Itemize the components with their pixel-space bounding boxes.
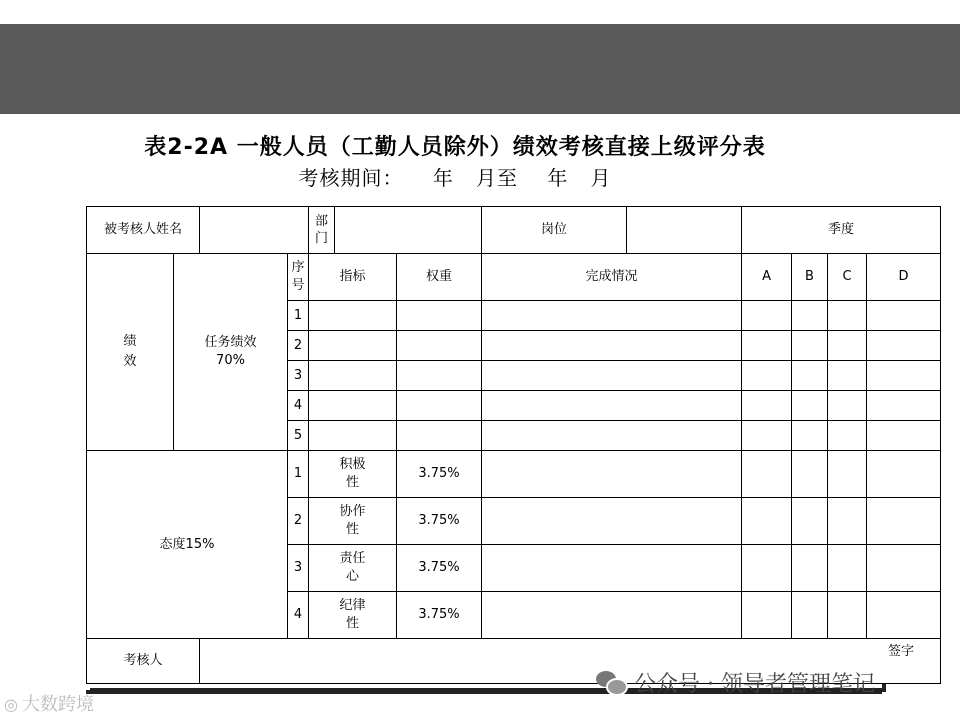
task-grade-d-cell[interactable] — [867, 361, 941, 391]
table-row — [87, 451, 941, 498]
task-grade-d-cell[interactable] — [867, 301, 941, 331]
grade-b-header: B — [792, 254, 828, 301]
attitude-grade-c-cell[interactable] — [828, 498, 867, 545]
top-banner — [0, 24, 960, 114]
task-seq: 1 — [288, 301, 309, 331]
attitude-grade-c-cell[interactable] — [828, 451, 867, 498]
document-title: 表2-2A 一般人员（工勤人员除外）绩效考核直接上级评分表 — [144, 135, 766, 160]
task-grade-b-cell[interactable] — [792, 421, 828, 451]
task-completion-cell[interactable] — [482, 331, 742, 361]
task-grade-d-cell[interactable] — [867, 391, 941, 421]
grade-c-header: C — [828, 254, 867, 301]
evaluation-table-container — [86, 206, 915, 688]
attitude-indicator-text: 积极性 — [339, 457, 366, 490]
task-weight-cell[interactable] — [397, 391, 482, 421]
attitude-grade-d-cell[interactable] — [867, 545, 941, 592]
attitude-completion-cell[interactable] — [482, 592, 742, 639]
attitude-grade-d-cell[interactable] — [867, 592, 941, 639]
task-indicator-cell[interactable] — [309, 361, 397, 391]
attitude-label: 态度15% — [87, 451, 288, 639]
task-seq: 5 — [288, 421, 309, 451]
task-grade-c-cell[interactable] — [828, 391, 867, 421]
weight-header: 权重 — [397, 254, 482, 301]
attitude-grade-a-cell[interactable] — [742, 498, 792, 545]
task-completion-cell[interactable] — [482, 421, 742, 451]
perf-label — [87, 254, 174, 451]
watermark-logo-icon: ◎ — [4, 695, 18, 714]
table-row — [87, 254, 941, 301]
task-label — [174, 254, 288, 451]
watermark-left — [4, 690, 94, 716]
attitude-weight: 3.75% — [397, 592, 482, 639]
task-indicator-cell[interactable] — [309, 301, 397, 331]
task-label-text: 任务绩效70% — [204, 335, 257, 368]
watermark-right — [596, 664, 875, 700]
completion-header: 完成情况 — [482, 254, 742, 301]
name-label: 被考核人姓名 — [87, 207, 200, 254]
quarter-label: 季度 — [742, 207, 941, 254]
attitude-grade-b-cell[interactable] — [792, 592, 828, 639]
attitude-grade-b-cell[interactable] — [792, 545, 828, 592]
perf-label-text: 绩效 — [123, 334, 137, 369]
attitude-seq: 3 — [288, 545, 309, 592]
task-completion-cell[interactable] — [482, 361, 742, 391]
task-seq: 3 — [288, 361, 309, 391]
sign-label: 签字 — [888, 644, 915, 659]
attitude-indicator-text: 责任心 — [339, 551, 366, 584]
attitude-weight: 3.75% — [397, 498, 482, 545]
task-grade-b-cell[interactable] — [792, 391, 828, 421]
task-grade-b-cell[interactable] — [792, 361, 828, 391]
attitude-weight: 3.75% — [397, 451, 482, 498]
task-weight-cell[interactable] — [397, 331, 482, 361]
task-seq: 4 — [288, 391, 309, 421]
task-weight-cell[interactable] — [397, 301, 482, 331]
attitude-indicator-text: 纪律性 — [339, 598, 366, 631]
task-grade-a-cell[interactable] — [742, 301, 792, 331]
task-grade-b-cell[interactable] — [792, 301, 828, 331]
task-grade-a-cell[interactable] — [742, 391, 792, 421]
dept-value[interactable] — [335, 207, 482, 254]
attitude-completion-cell[interactable] — [482, 451, 742, 498]
attitude-grade-b-cell[interactable] — [792, 451, 828, 498]
wechat-icon — [596, 669, 626, 695]
post-label: 岗位 — [482, 207, 627, 254]
assessor-label: 考核人 — [87, 639, 200, 684]
grade-a-header: A — [742, 254, 792, 301]
attitude-grade-a-cell[interactable] — [742, 545, 792, 592]
task-indicator-cell[interactable] — [309, 421, 397, 451]
post-value[interactable] — [627, 207, 742, 254]
attitude-seq: 1 — [288, 451, 309, 498]
task-completion-cell[interactable] — [482, 301, 742, 331]
table-row — [87, 207, 941, 254]
document-subtitle: 考核期间： 年 月至 年 月 — [298, 166, 612, 190]
attitude-completion-cell[interactable] — [482, 498, 742, 545]
attitude-grade-b-cell[interactable] — [792, 498, 828, 545]
task-grade-c-cell[interactable] — [828, 331, 867, 361]
grade-d-header: D — [867, 254, 941, 301]
attitude-indicator — [309, 498, 397, 545]
seq-header — [288, 254, 309, 301]
dept-label: 部门 — [309, 207, 335, 254]
evaluation-table — [86, 206, 941, 684]
task-weight-cell[interactable] — [397, 421, 482, 451]
task-indicator-cell[interactable] — [309, 391, 397, 421]
watermark-left-text: 大数跨境 — [21, 694, 94, 715]
task-indicator-cell[interactable] — [309, 331, 397, 361]
attitude-completion-cell[interactable] — [482, 545, 742, 592]
attitude-indicator — [309, 545, 397, 592]
task-grade-a-cell[interactable] — [742, 331, 792, 361]
task-grade-a-cell[interactable] — [742, 361, 792, 391]
attitude-seq: 2 — [288, 498, 309, 545]
name-value[interactable] — [200, 207, 309, 254]
attitude-grade-d-cell[interactable] — [867, 498, 941, 545]
task-grade-d-cell[interactable] — [867, 331, 941, 361]
task-grade-d-cell[interactable] — [867, 421, 941, 451]
task-grade-c-cell[interactable] — [828, 361, 867, 391]
task-completion-cell[interactable] — [482, 391, 742, 421]
seq-header-text: 序号 — [291, 260, 305, 293]
task-grade-c-cell[interactable] — [828, 301, 867, 331]
attitude-indicator-text: 协作性 — [339, 504, 366, 537]
attitude-indicator — [309, 451, 397, 498]
attitude-grade-d-cell[interactable] — [867, 451, 941, 498]
attitude-grade-a-cell[interactable] — [742, 451, 792, 498]
attitude-seq: 4 — [288, 592, 309, 639]
task-grade-c-cell[interactable] — [828, 421, 867, 451]
task-grade-a-cell[interactable] — [742, 421, 792, 451]
attitude-grade-a-cell[interactable] — [742, 592, 792, 639]
indicator-header: 指标 — [309, 254, 397, 301]
task-grade-b-cell[interactable] — [792, 331, 828, 361]
watermark-right-text: 公众号 · 领导者管理笔记 — [634, 671, 875, 697]
task-seq: 2 — [288, 331, 309, 361]
attitude-grade-c-cell[interactable] — [828, 592, 867, 639]
task-weight-cell[interactable] — [397, 361, 482, 391]
attitude-grade-c-cell[interactable] — [828, 545, 867, 592]
attitude-weight: 3.75% — [397, 545, 482, 592]
attitude-indicator — [309, 592, 397, 639]
